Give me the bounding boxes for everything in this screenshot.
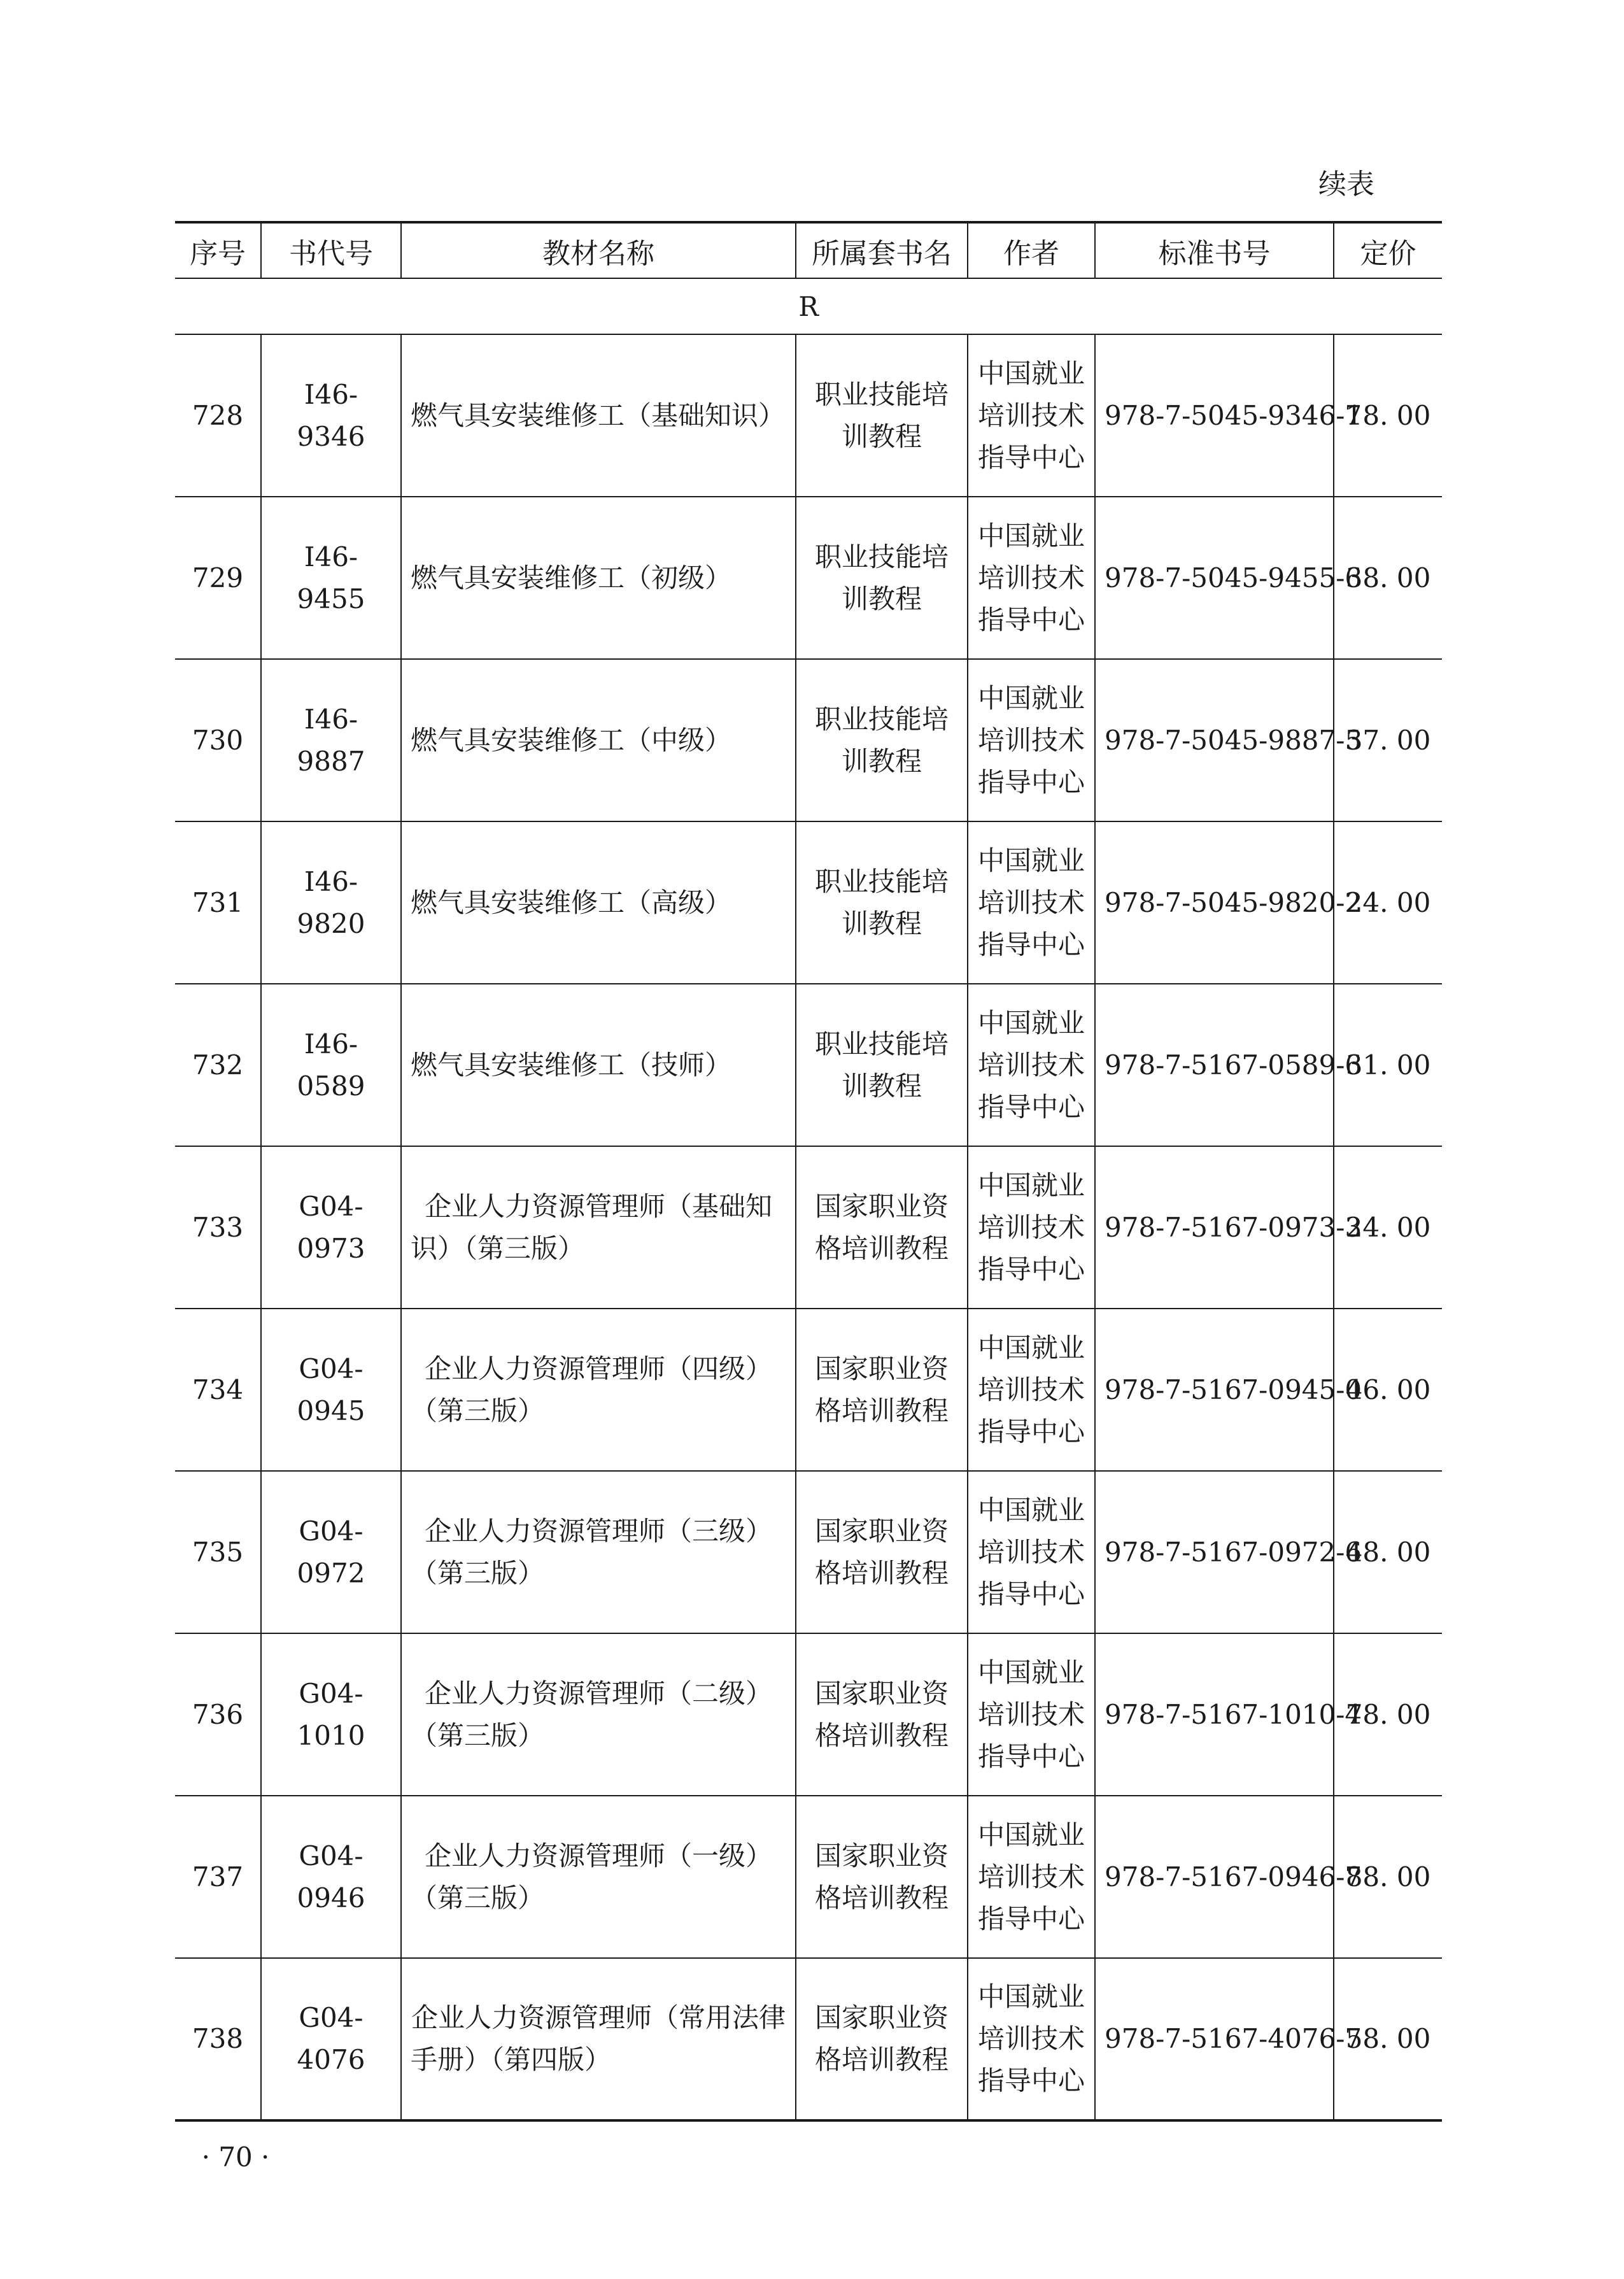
- cell-series: 国家职业资格培训教程: [796, 1309, 968, 1471]
- cell-series: 职业技能培训教程: [796, 984, 968, 1146]
- cell-author: 中国就业培训技术指导中心: [968, 1309, 1095, 1471]
- cell-title: 企业人力资源管理师（二级）（第三版）: [401, 1633, 796, 1796]
- header-series: 所属套书名: [796, 222, 968, 278]
- header-author: 作者: [968, 222, 1095, 278]
- table-row: [175, 1146, 1442, 1309]
- cell-author: 中国就业培训技术指导中心: [968, 497, 1095, 659]
- cell-seq: 733: [175, 1146, 261, 1309]
- table-row: [175, 1796, 1442, 1958]
- cell-price: 78. 00: [1334, 1633, 1442, 1796]
- section-letter: R: [175, 278, 1442, 334]
- cell-seq: 738: [175, 1958, 261, 2120]
- cell-title: 企业人力资源管理师（一级）（第三版）: [401, 1796, 796, 1958]
- header-price: 定价: [1334, 222, 1442, 278]
- cell-author: 中国就业培训技术指导中心: [968, 1146, 1095, 1309]
- section-row: [175, 278, 1442, 334]
- cell-price: 37. 00: [1334, 659, 1442, 821]
- cell-code: G04-1010: [261, 1633, 401, 1796]
- cell-seq: 736: [175, 1633, 261, 1796]
- cell-series: 国家职业资格培训教程: [796, 1471, 968, 1633]
- cell-code: I46-9455: [261, 497, 401, 659]
- cell-isbn: 978-7-5167-0972-6: [1095, 1471, 1334, 1633]
- cell-code: I46-9346: [261, 334, 401, 497]
- header-isbn: 标准书号: [1095, 222, 1334, 278]
- header-code: 书代号: [261, 222, 401, 278]
- table-row: [175, 659, 1442, 821]
- cell-price: 38. 00: [1334, 497, 1442, 659]
- cell-isbn: 978-7-5045-9887-5: [1095, 659, 1334, 821]
- cell-author: 中国就业培训技术指导中心: [968, 1796, 1095, 1958]
- cell-author: 中国就业培训技术指导中心: [968, 1958, 1095, 2120]
- table-row: [175, 334, 1442, 497]
- table-header: [175, 222, 1442, 278]
- continued-label: 续表: [1318, 168, 1374, 201]
- cell-series: 职业技能培训教程: [796, 334, 968, 497]
- page-number: · 70 ·: [201, 2141, 270, 2173]
- cell-price: 24. 00: [1334, 821, 1442, 984]
- cell-seq: 737: [175, 1796, 261, 1958]
- cell-author: 中国就业培训技术指导中心: [968, 1633, 1095, 1796]
- cell-price: 18. 00: [1334, 334, 1442, 497]
- table-row: [175, 1633, 1442, 1796]
- cell-title: 燃气具安装维修工（高级）: [401, 821, 796, 984]
- cell-title: 企业人力资源管理师（基础知识）（第三版）: [401, 1146, 796, 1309]
- textbook-catalog-table: [175, 221, 1442, 2122]
- cell-price: 48. 00: [1334, 1471, 1442, 1633]
- cell-price: 31. 00: [1334, 984, 1442, 1146]
- cell-title: 企业人力资源管理师（常用法律手册）（第四版）: [401, 1958, 796, 2120]
- cell-author: 中国就业培训技术指导中心: [968, 821, 1095, 984]
- cell-series: 职业技能培训教程: [796, 497, 968, 659]
- cell-series: 职业技能培训教程: [796, 659, 968, 821]
- cell-series: 国家职业资格培训教程: [796, 1146, 968, 1309]
- cell-isbn: 978-7-5167-0973-3: [1095, 1146, 1334, 1309]
- cell-seq: 729: [175, 497, 261, 659]
- table-row: [175, 821, 1442, 984]
- cell-isbn: 978-7-5045-9455-6: [1095, 497, 1334, 659]
- cell-seq: 732: [175, 984, 261, 1146]
- cell-title: 燃气具安装维修工（技师）: [401, 984, 796, 1146]
- cell-code: I46-9887: [261, 659, 401, 821]
- cell-price: 88. 00: [1334, 1796, 1442, 1958]
- cell-isbn: 978-7-5167-0945-0: [1095, 1309, 1334, 1471]
- cell-isbn: 978-7-5167-1010-4: [1095, 1633, 1334, 1796]
- cell-code: G04-0946: [261, 1796, 401, 1958]
- header-row: [175, 222, 1442, 278]
- cell-code: G04-0973: [261, 1146, 401, 1309]
- table-row: [175, 1958, 1442, 2120]
- cell-isbn: 978-7-5167-0589-6: [1095, 984, 1334, 1146]
- cell-series: 国家职业资格培训教程: [796, 1796, 968, 1958]
- cell-isbn: 978-7-5167-0946-7: [1095, 1796, 1334, 1958]
- cell-author: 中国就业培训技术指导中心: [968, 1471, 1095, 1633]
- cell-author: 中国就业培训技术指导中心: [968, 659, 1095, 821]
- cell-price: 24. 00: [1334, 1146, 1442, 1309]
- header-seq: 序号: [175, 222, 261, 278]
- cell-isbn: 978-7-5045-9346-7: [1095, 334, 1334, 497]
- cell-price: 58. 00: [1334, 1958, 1442, 2120]
- cell-author: 中国就业培训技术指导中心: [968, 334, 1095, 497]
- table-body: [175, 278, 1442, 2120]
- cell-code: G04-4076: [261, 1958, 401, 2120]
- header-title: 教材名称: [401, 222, 796, 278]
- cell-code: G04-0972: [261, 1471, 401, 1633]
- cell-isbn: 978-7-5045-9820-2: [1095, 821, 1334, 984]
- cell-seq: 728: [175, 334, 261, 497]
- cell-series: 国家职业资格培训教程: [796, 1958, 968, 2120]
- cell-title: 企业人力资源管理师（三级）（第三版）: [401, 1471, 796, 1633]
- cell-code: I46-0589: [261, 984, 401, 1146]
- cell-title: 燃气具安装维修工（初级）: [401, 497, 796, 659]
- cell-code: I46-9820: [261, 821, 401, 984]
- cell-code: G04-0945: [261, 1309, 401, 1471]
- cell-title: 企业人力资源管理师（四级）（第三版）: [401, 1309, 796, 1471]
- cell-price: 46. 00: [1334, 1309, 1442, 1471]
- table-row: [175, 1309, 1442, 1471]
- table-row: [175, 1471, 1442, 1633]
- cell-seq: 730: [175, 659, 261, 821]
- cell-seq: 734: [175, 1309, 261, 1471]
- cell-title: 燃气具安装维修工（基础知识）: [401, 334, 796, 497]
- cell-series: 国家职业资格培训教程: [796, 1633, 968, 1796]
- cell-author: 中国就业培训技术指导中心: [968, 984, 1095, 1146]
- table-row: [175, 984, 1442, 1146]
- table-row: [175, 497, 1442, 659]
- cell-series: 职业技能培训教程: [796, 821, 968, 984]
- cell-isbn: 978-7-5167-4076-7: [1095, 1958, 1334, 2120]
- cell-title: 燃气具安装维修工（中级）: [401, 659, 796, 821]
- cell-seq: 735: [175, 1471, 261, 1633]
- cell-seq: 731: [175, 821, 261, 984]
